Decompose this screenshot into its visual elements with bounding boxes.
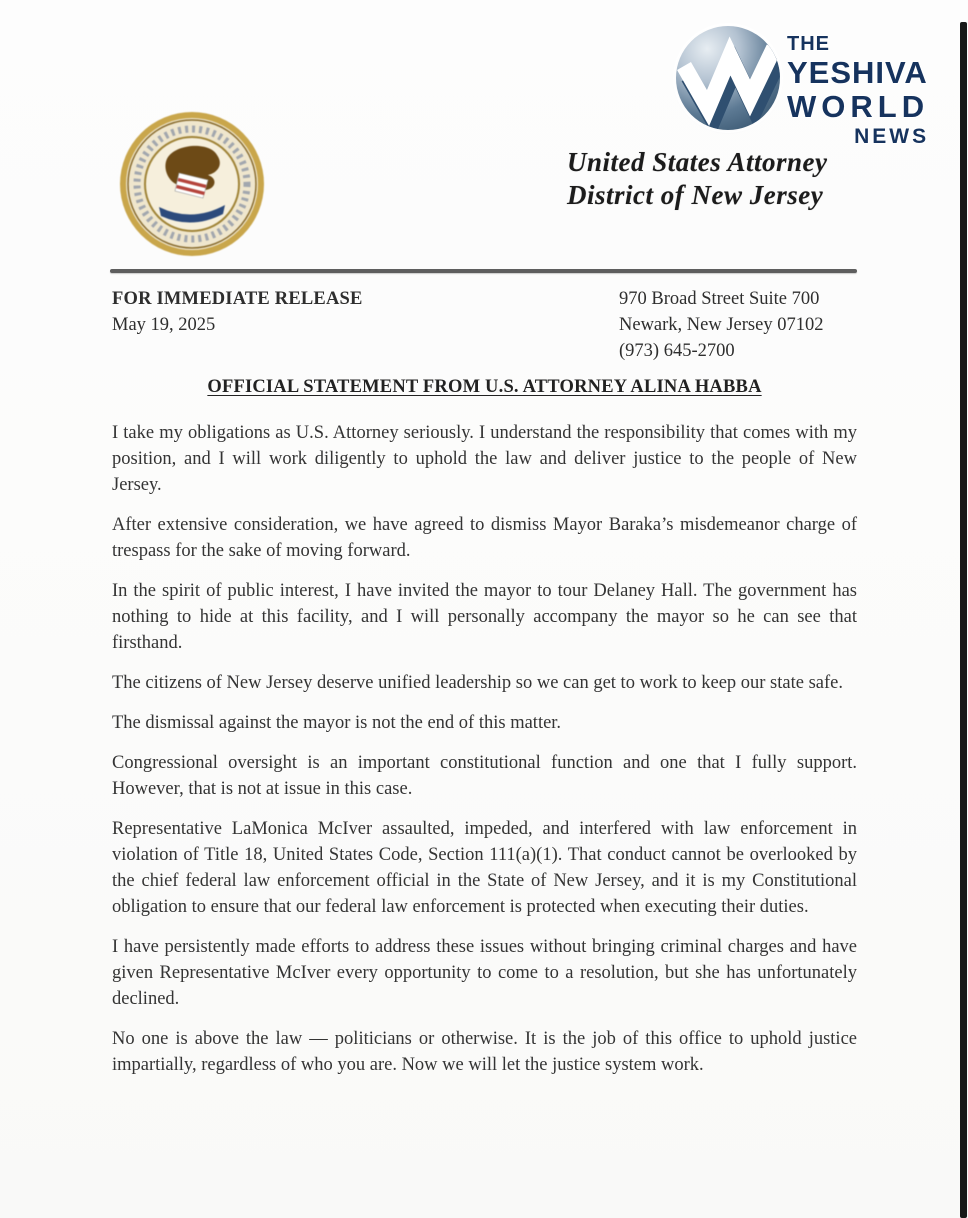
- ywn-logo-world: WORLD: [787, 89, 930, 124]
- body-paragraph: After extensive consideration, we have agreed to dismiss Mayor Baraka’s misdemeanor charge of trespass for the sake of moving forward.: [112, 515, 857, 561]
- statement-body: [112, 420, 857, 1092]
- body-paragraph: Representative LaMonica McIver assaulted, impeded, and interfered with law enforcement in violation of Title 18, United States Code, Section 111(a)(1). That conduct cannot be overlooked by the chief federal law enforcement official in the State of New Jersey, and it is my Constitutional obligation to ensure that our federal law enforcement is protected when executing their duties.: [112, 819, 857, 917]
- ywn-logo-news: NEWS: [854, 125, 930, 148]
- letterhead-office: United States Attorney: [567, 147, 828, 177]
- body-paragraph: The dismissal against the mayor is not the end of this matter.: [112, 713, 562, 733]
- address-line-1: 970 Broad Street Suite 700: [619, 289, 820, 309]
- release-label: FOR IMMEDIATE RELEASE: [112, 289, 363, 309]
- body-paragraph: I take my obligations as U.S. Attorney seriously. I understand the responsibility that comes with my position, and I will work diligently to uphold the law and deliver justice to the people of New Jersey.: [112, 423, 857, 495]
- release-date: May 19, 2025: [112, 315, 216, 335]
- release-row: [112, 286, 857, 364]
- ywn-logo: [676, 26, 929, 147]
- body-paragraph: No one is above the law — politicians or otherwise. It is the job of this office to uphold justice impartially, regardless of who you are. Now we will let the justice system work.: [112, 1029, 857, 1075]
- body-paragraph: Congressional oversight is an important constitutional function and one that I fully support. However, that is not at issue in this case.: [112, 753, 857, 799]
- statement-title: OFFICIAL STATEMENT FROM U.S. ATTORNEY ALINA HABBA: [207, 377, 762, 397]
- body-paragraph: In the spirit of public interest, I have invited the mayor to tour Delaney Hall. The government has nothing to hide at this facility, and I will personally accompany the mayor so he can see that firsthand.: [112, 581, 857, 653]
- ywn-globe-icon: [676, 26, 780, 130]
- body-paragraph: I have persistently made efforts to address these issues without bringing criminal charges and have given Representative McIver every opportunity to come to a resolution, but she has unfortunately declined.: [112, 937, 857, 1009]
- letterhead-district: District of New Jersey: [567, 180, 824, 210]
- header-divider: [110, 269, 857, 273]
- letterhead: [567, 146, 828, 212]
- body-paragraph: The citizens of New Jersey deserve unified leadership so we can get to work to keep our state safe.: [112, 673, 843, 693]
- release-block: [112, 286, 363, 364]
- doj-seal-icon: [118, 110, 266, 258]
- ywn-logo-text: [787, 34, 929, 147]
- contact-block: [619, 286, 857, 364]
- ywn-logo-yeshiva: YESHIVA: [787, 55, 928, 90]
- photo-edge-bar: [960, 22, 967, 1218]
- phone-number: (973) 645-2700: [619, 341, 735, 361]
- ywn-logo-the: THE: [787, 33, 830, 55]
- address-line-2: Newark, New Jersey 07102: [619, 315, 824, 335]
